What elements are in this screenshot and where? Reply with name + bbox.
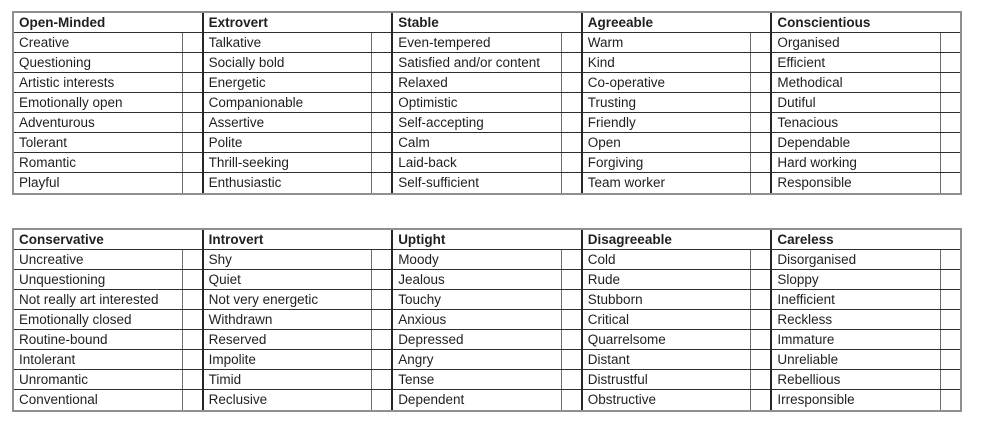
- trait-row: [772, 310, 960, 330]
- answer-box: [750, 330, 770, 349]
- answer-box: [371, 113, 391, 132]
- answer-box: [371, 350, 391, 369]
- trait-label: Optimistic: [398, 95, 458, 110]
- answer-box: [750, 53, 770, 72]
- trait-row: [204, 173, 392, 193]
- trait-row: [14, 133, 202, 153]
- trait-label: Responsible: [777, 175, 852, 190]
- trait-row: [583, 153, 771, 173]
- trait-label: Enthusiastic: [208, 175, 282, 190]
- trait-row: [204, 53, 392, 73]
- positive-traits-table: [12, 11, 962, 195]
- trait-label: Not very energetic: [208, 292, 319, 307]
- trait-label: Emotionally open: [19, 95, 123, 110]
- trait-label: Tense: [398, 372, 435, 387]
- trait-row: [772, 153, 960, 173]
- trait-label: Uncreative: [19, 252, 84, 267]
- column-header: Stable: [393, 13, 581, 33]
- trait-row: [204, 390, 392, 410]
- trait-label: Hard working: [777, 155, 857, 170]
- trait-column: [581, 13, 771, 193]
- answer-box: [561, 350, 581, 369]
- trait-label: Dutiful: [777, 95, 816, 110]
- trait-label: Trusting: [587, 95, 637, 110]
- trait-row: [204, 153, 392, 173]
- trait-label: Distrustful: [587, 372, 648, 387]
- answer-box: [750, 350, 770, 369]
- answer-box: [182, 290, 202, 309]
- trait-row: [393, 270, 581, 290]
- answer-box: [561, 113, 581, 132]
- answer-box: [750, 113, 770, 132]
- trait-row: [204, 73, 392, 93]
- trait-row: [14, 93, 202, 113]
- answer-box: [561, 93, 581, 112]
- answer-box: [750, 310, 770, 329]
- answer-box: [561, 390, 581, 410]
- trait-label: Stubborn: [587, 292, 643, 307]
- answer-box: [750, 370, 770, 389]
- trait-row: [204, 350, 392, 370]
- answer-box: [371, 153, 391, 172]
- trait-label: Anxious: [398, 312, 447, 327]
- trait-row: [14, 290, 202, 310]
- trait-label: Distant: [587, 352, 630, 367]
- trait-row: [772, 113, 960, 133]
- trait-row: [204, 33, 392, 53]
- trait-row: [14, 53, 202, 73]
- trait-row: [14, 113, 202, 133]
- trait-column: [14, 230, 202, 410]
- answer-box: [371, 290, 391, 309]
- answer-box: [371, 390, 391, 410]
- trait-label: Shy: [208, 252, 232, 267]
- trait-row: [583, 173, 771, 193]
- answer-box: [940, 250, 960, 269]
- trait-row: [583, 73, 771, 93]
- trait-row: [393, 350, 581, 370]
- answer-box: [182, 390, 202, 410]
- answer-box: [940, 290, 960, 309]
- trait-label: Forgiving: [587, 155, 644, 170]
- trait-row: [14, 350, 202, 370]
- trait-row: [772, 53, 960, 73]
- trait-label: Disorganised: [777, 252, 857, 267]
- trait-label: Quiet: [208, 272, 241, 287]
- answer-box: [182, 310, 202, 329]
- answer-box: [371, 173, 391, 193]
- answer-box: [940, 370, 960, 389]
- trait-label: Companionable: [208, 95, 304, 110]
- answer-box: [182, 173, 202, 193]
- answer-box: [940, 390, 960, 410]
- answer-box: [371, 93, 391, 112]
- trait-label: Touchy: [398, 292, 441, 307]
- trait-row: [204, 113, 392, 133]
- trait-label: Romantic: [19, 155, 77, 170]
- answer-box: [371, 53, 391, 72]
- answer-box: [182, 133, 202, 152]
- answer-box: [182, 270, 202, 289]
- trait-label: Even-tempered: [398, 35, 491, 50]
- answer-box: [561, 370, 581, 389]
- trait-label: Creative: [19, 35, 70, 50]
- trait-row: [393, 310, 581, 330]
- answer-box: [371, 270, 391, 289]
- trait-row: [772, 330, 960, 350]
- trait-label: Quarrelsome: [587, 332, 666, 347]
- trait-row: [393, 250, 581, 270]
- trait-row: [204, 270, 392, 290]
- answer-box: [750, 250, 770, 269]
- trait-label: Angry: [398, 352, 434, 367]
- trait-label: Unquestioning: [19, 272, 106, 287]
- trait-row: [14, 153, 202, 173]
- answer-box: [371, 73, 391, 92]
- trait-row: [583, 53, 771, 73]
- answer-box: [561, 73, 581, 92]
- column-header: Introvert: [204, 230, 392, 250]
- answer-box: [940, 53, 960, 72]
- trait-label: Tenacious: [777, 115, 839, 130]
- trait-row: [772, 33, 960, 53]
- answer-box: [561, 153, 581, 172]
- answer-box: [182, 370, 202, 389]
- trait-label: Self-sufficient: [398, 175, 479, 190]
- trait-row: [772, 370, 960, 390]
- trait-label: Satisfied and/or content: [398, 55, 541, 70]
- trait-label: Reckless: [777, 312, 833, 327]
- trait-row: [204, 250, 392, 270]
- answer-box: [750, 93, 770, 112]
- trait-label: Efficient: [777, 55, 826, 70]
- trait-row: [583, 350, 771, 370]
- column-header: Open-Minded: [14, 13, 202, 33]
- trait-row: [583, 390, 771, 410]
- answer-box: [940, 93, 960, 112]
- answer-box: [750, 390, 770, 410]
- trait-label: Socially bold: [208, 55, 285, 70]
- trait-label: Cold: [587, 252, 616, 267]
- answer-box: [561, 173, 581, 193]
- trait-row: [772, 250, 960, 270]
- trait-label: Relaxed: [398, 75, 448, 90]
- trait-row: [14, 33, 202, 53]
- trait-row: [583, 250, 771, 270]
- trait-label: Moody: [398, 252, 439, 267]
- trait-row: [583, 133, 771, 153]
- trait-row: [393, 173, 581, 193]
- answer-box: [750, 270, 770, 289]
- trait-label: Inefficient: [777, 292, 835, 307]
- column-header: Disagreeable: [583, 230, 771, 250]
- column-header: Uptight: [393, 230, 581, 250]
- trait-label: Emotionally closed: [19, 312, 132, 327]
- trait-row: [204, 290, 392, 310]
- trait-label: Thrill-seeking: [208, 155, 289, 170]
- trait-row: [204, 93, 392, 113]
- answer-box: [182, 113, 202, 132]
- trait-label: Immature: [777, 332, 835, 347]
- answer-box: [371, 330, 391, 349]
- answer-box: [371, 310, 391, 329]
- trait-label: Irresponsible: [777, 392, 855, 407]
- trait-label: Jealous: [398, 272, 445, 287]
- answer-box: [940, 133, 960, 152]
- trait-label: Intolerant: [19, 352, 76, 367]
- trait-label: Calm: [398, 135, 430, 150]
- trait-column: [770, 230, 960, 410]
- answer-box: [940, 330, 960, 349]
- answer-box: [561, 310, 581, 329]
- trait-row: [204, 330, 392, 350]
- trait-label: Kind: [587, 55, 615, 70]
- trait-label: Talkative: [208, 35, 262, 50]
- answer-box: [182, 33, 202, 52]
- trait-row: [772, 133, 960, 153]
- answer-box: [940, 153, 960, 172]
- answer-box: [182, 250, 202, 269]
- trait-label: Open: [587, 135, 621, 150]
- answer-box: [561, 250, 581, 269]
- trait-row: [772, 173, 960, 193]
- trait-label: Self-accepting: [398, 115, 484, 130]
- answer-box: [940, 350, 960, 369]
- answer-box: [750, 133, 770, 152]
- trait-label: Unreliable: [777, 352, 839, 367]
- trait-row: [583, 290, 771, 310]
- answer-box: [561, 133, 581, 152]
- answer-box: [750, 73, 770, 92]
- trait-row: [393, 390, 581, 410]
- trait-column: [202, 13, 392, 193]
- trait-label: Rebellious: [777, 372, 841, 387]
- negative-traits-table: [12, 228, 962, 412]
- trait-label: Withdrawn: [208, 312, 273, 327]
- trait-row: [14, 330, 202, 350]
- answer-box: [940, 33, 960, 52]
- trait-row: [772, 350, 960, 370]
- answer-box: [371, 370, 391, 389]
- trait-label: Routine-bound: [19, 332, 108, 347]
- trait-row: [204, 310, 392, 330]
- trait-row: [393, 290, 581, 310]
- answer-box: [182, 330, 202, 349]
- answer-box: [182, 350, 202, 369]
- answer-box: [182, 73, 202, 92]
- trait-row: [14, 250, 202, 270]
- trait-label: Questioning: [19, 55, 92, 70]
- trait-row: [204, 133, 392, 153]
- trait-label: Reserved: [208, 332, 267, 347]
- answer-box: [182, 93, 202, 112]
- trait-label: Polite: [208, 135, 243, 150]
- trait-label: Laid-back: [398, 155, 457, 170]
- column-header: Extrovert: [204, 13, 392, 33]
- trait-column: [581, 230, 771, 410]
- trait-label: Warm: [587, 35, 624, 50]
- trait-label: Reclusive: [208, 392, 268, 407]
- answer-box: [940, 310, 960, 329]
- answer-box: [940, 73, 960, 92]
- answer-box: [561, 53, 581, 72]
- trait-label: Tolerant: [19, 135, 68, 150]
- trait-row: [583, 93, 771, 113]
- column-header: Conscientious: [772, 13, 960, 33]
- trait-row: [772, 390, 960, 410]
- trait-row: [14, 370, 202, 390]
- trait-row: [393, 330, 581, 350]
- trait-row: [393, 53, 581, 73]
- trait-row: [772, 290, 960, 310]
- trait-row: [583, 310, 771, 330]
- trait-column: [770, 13, 960, 193]
- column-header: Careless: [772, 230, 960, 250]
- answer-box: [940, 113, 960, 132]
- trait-label: Conventional: [19, 392, 98, 407]
- answer-box: [371, 33, 391, 52]
- trait-row: [393, 113, 581, 133]
- column-header: Conservative: [14, 230, 202, 250]
- trait-label: Team worker: [587, 175, 666, 190]
- answer-box: [182, 53, 202, 72]
- trait-label: Obstructive: [587, 392, 657, 407]
- answer-box: [561, 270, 581, 289]
- trait-label: Dependable: [777, 135, 851, 150]
- trait-column: [391, 230, 581, 410]
- column-header: Agreeable: [583, 13, 771, 33]
- trait-label: Artistic interests: [19, 75, 115, 90]
- answer-box: [371, 133, 391, 152]
- answer-box: [750, 153, 770, 172]
- answer-box: [561, 290, 581, 309]
- answer-box: [940, 270, 960, 289]
- answer-box: [940, 173, 960, 193]
- trait-label: Co-operative: [587, 75, 666, 90]
- trait-label: Critical: [587, 312, 630, 327]
- trait-row: [14, 73, 202, 93]
- trait-label: Not really art interested: [19, 292, 159, 307]
- trait-row: [14, 390, 202, 410]
- trait-row: [393, 133, 581, 153]
- trait-row: [14, 173, 202, 193]
- trait-label: Timid: [208, 372, 242, 387]
- trait-label: Impolite: [208, 352, 256, 367]
- trait-label: Friendly: [587, 115, 636, 130]
- trait-row: [393, 370, 581, 390]
- trait-label: Unromantic: [19, 372, 89, 387]
- trait-column: [391, 13, 581, 193]
- trait-label: Energetic: [208, 75, 266, 90]
- trait-label: Playful: [19, 175, 60, 190]
- trait-label: Dependent: [398, 392, 465, 407]
- trait-row: [772, 93, 960, 113]
- trait-label: Adventurous: [19, 115, 95, 130]
- trait-row: [772, 73, 960, 93]
- trait-label: Assertive: [208, 115, 265, 130]
- trait-column: [202, 230, 392, 410]
- answer-box: [750, 173, 770, 193]
- answer-box: [750, 33, 770, 52]
- trait-row: [583, 370, 771, 390]
- trait-row: [393, 153, 581, 173]
- trait-row: [14, 270, 202, 290]
- trait-column: [14, 13, 202, 193]
- answer-box: [561, 33, 581, 52]
- trait-row: [772, 270, 960, 290]
- trait-row: [14, 310, 202, 330]
- answer-box: [371, 250, 391, 269]
- trait-row: [583, 330, 771, 350]
- answer-box: [750, 290, 770, 309]
- trait-row: [204, 370, 392, 390]
- trait-row: [393, 73, 581, 93]
- trait-row: [393, 93, 581, 113]
- trait-label: Organised: [777, 35, 840, 50]
- trait-row: [393, 33, 581, 53]
- answer-box: [561, 330, 581, 349]
- answer-box: [182, 153, 202, 172]
- trait-row: [583, 270, 771, 290]
- trait-label: Methodical: [777, 75, 843, 90]
- trait-label: Rude: [587, 272, 621, 287]
- trait-label: Sloppy: [777, 272, 819, 287]
- trait-row: [583, 33, 771, 53]
- trait-label: Depressed: [398, 332, 464, 347]
- trait-row: [583, 113, 771, 133]
